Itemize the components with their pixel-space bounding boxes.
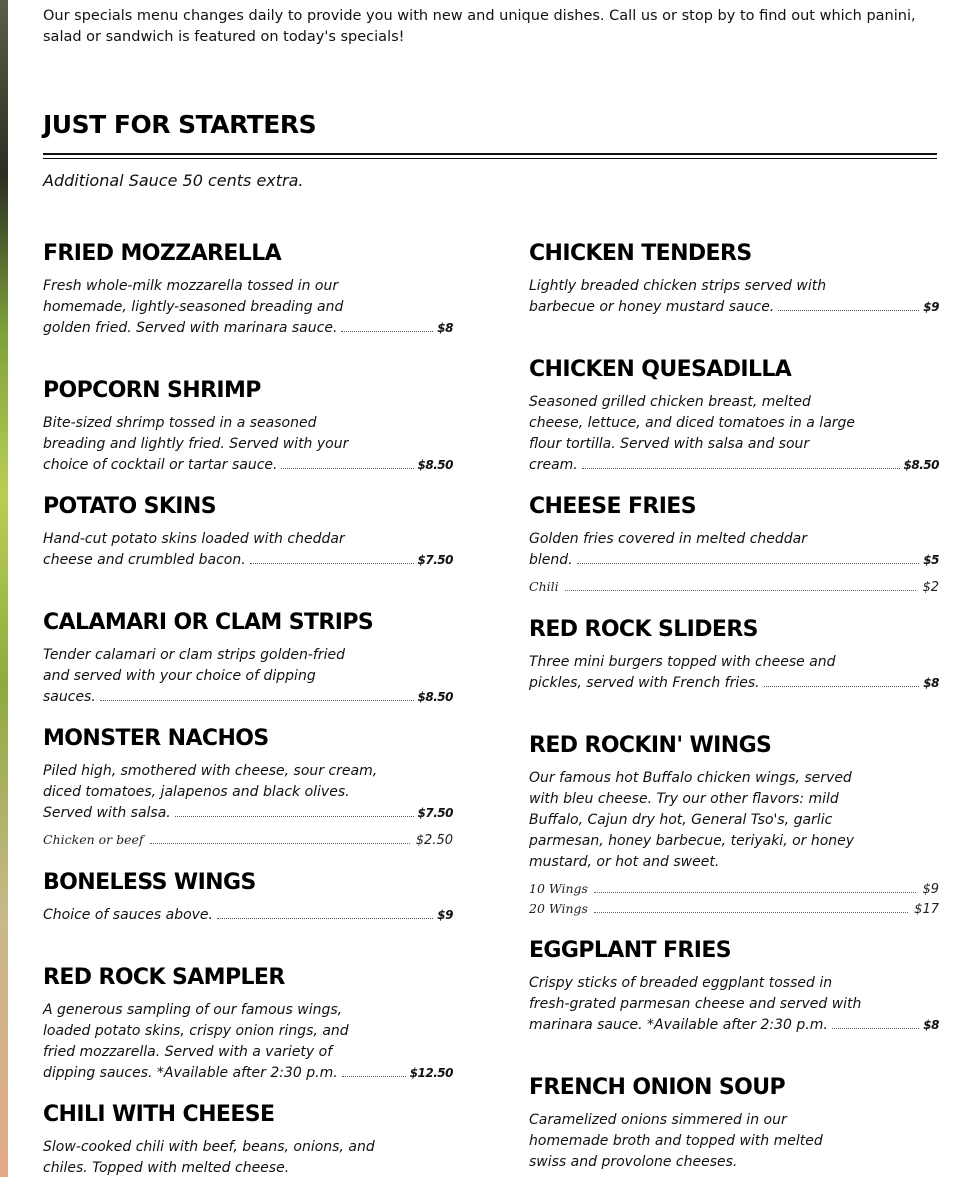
menu-item-chili-with-cheese	[43, 1101, 453, 1179]
description-last-line: Served with salsa.	[43, 805, 171, 821]
menu-item-description	[43, 529, 453, 571]
addon-label: 20 Wings	[529, 901, 588, 916]
addon-price: $2	[922, 580, 939, 595]
menu-item-boneless-wings	[43, 869, 453, 926]
menu-item-name: FRIED MOZZARELLA	[43, 241, 282, 266]
menu-item-description	[43, 1137, 453, 1179]
dot-leader	[778, 309, 919, 311]
menu-item-description	[529, 1110, 939, 1173]
menu-item-name: CALAMARI OR CLAM STRIPS	[43, 610, 374, 635]
dot-leader	[281, 467, 413, 469]
menu-item-price: $8.50	[417, 690, 453, 704]
price-line	[529, 297, 939, 318]
dot-leader	[832, 1027, 919, 1029]
addon-row	[43, 830, 453, 850]
description-line: mustard, or hot and sweet.	[529, 854, 720, 870]
dot-leader	[565, 589, 917, 591]
dot-leader	[175, 815, 414, 817]
menu-item-popcorn-shrimp	[43, 377, 453, 476]
dot-leader	[577, 562, 920, 564]
description-line: Our famous hot Buffalo chicken wings, served	[529, 770, 852, 786]
description-line: Fresh whole-milk mozzarella tossed in our	[43, 278, 339, 294]
description-line: Bite-sized shrimp tossed in a seasoned	[43, 415, 317, 431]
menu-item-description	[43, 761, 453, 824]
dot-leader	[342, 1075, 406, 1077]
menu-item-name: RED ROCKIN' WINGS	[529, 733, 772, 758]
description-line: Tender calamari or clam strips golden-fried	[43, 647, 345, 663]
menu-item-chicken-quesadilla	[529, 356, 939, 476]
price-line	[529, 673, 939, 694]
menu-item-name: CHILI WITH CHEESE	[43, 1102, 275, 1127]
dot-leader	[594, 891, 916, 893]
dot-leader	[582, 467, 900, 469]
addon-price: $2.50	[415, 833, 453, 848]
menu-item-eggplant-fries	[529, 937, 939, 1036]
menu-item-description	[529, 392, 939, 476]
menu-item-name: CHICKEN QUESADILLA	[529, 357, 792, 382]
description-last-line: Choice of sauces above.	[43, 907, 213, 923]
description-line: Piled high, smothered with cheese, sour cream,	[43, 763, 378, 779]
description-line: Three mini burgers topped with cheese and	[529, 654, 836, 670]
price-line	[529, 550, 939, 571]
description-line: Crispy sticks of breaded eggplant tossed in	[529, 975, 833, 991]
description-line: Buffalo, Cajun dry hot, General Tso's, garlic	[529, 812, 833, 828]
dot-leader	[150, 842, 410, 844]
section-note: Additional Sauce 50 cents extra.	[43, 171, 304, 190]
menu-item-red-rock-sliders	[529, 616, 939, 694]
section-divider	[43, 153, 937, 155]
description-line: swiss and provolone cheeses.	[529, 1154, 738, 1170]
menu-item-name: BONELESS WINGS	[43, 870, 256, 895]
menu-item-price: $8.50	[903, 458, 939, 472]
menu-item-fried-mozzarella	[43, 240, 453, 339]
menu-item-price: $7.50	[417, 553, 453, 567]
menu-item-description	[43, 276, 453, 339]
menu-item-price: $9	[923, 300, 939, 314]
menu-item-name: EGGPLANT FRIES	[529, 938, 732, 963]
description-last-line: cream.	[529, 457, 578, 473]
menu-item-name: POTATO SKINS	[43, 494, 216, 519]
description-last-line: golden fried. Served with marinara sauce.	[43, 320, 338, 336]
description-line: A generous sampling of our famous wings,	[43, 1002, 343, 1018]
dot-leader	[250, 562, 414, 564]
description-line: breading and lightly fried. Served with your	[43, 436, 349, 452]
menu-item-price: $8	[923, 676, 939, 690]
menu-item-description	[43, 645, 453, 708]
menu-item-potato-skins	[43, 493, 453, 571]
menu-item-name: MONSTER NACHOS	[43, 726, 269, 751]
menu-item-description	[529, 652, 939, 694]
menu-item-calamari-or-clam-strips	[43, 609, 453, 708]
description-line: Golden fries covered in melted cheddar	[529, 531, 808, 547]
addon-label: Chili	[529, 579, 559, 594]
dot-leader	[217, 917, 433, 919]
menu-item-name: RED ROCK SLIDERS	[529, 617, 758, 642]
description-line: homemade, lightly-seasoned breading and	[43, 299, 344, 315]
addon-price: $9	[922, 882, 939, 897]
addon-price: $17	[914, 902, 939, 917]
menu-item-name: FRENCH ONION SOUP	[529, 1075, 786, 1100]
menu-item-addons	[529, 879, 939, 919]
menu-item-name: POPCORN SHRIMP	[43, 378, 261, 403]
price-line	[529, 455, 939, 476]
price-line	[43, 455, 453, 476]
menu-item-red-rockin-wings	[529, 732, 939, 919]
description-line: flour tortilla. Served with salsa and sour	[529, 436, 810, 452]
menu-item-description	[43, 413, 453, 476]
price-line	[529, 1015, 939, 1036]
menu-item-description	[529, 768, 939, 873]
menu-item-price: $8	[437, 321, 453, 335]
menu-item-red-rock-sampler	[43, 964, 453, 1084]
description-line: and served with your choice of dipping	[43, 668, 316, 684]
section-divider-thin	[43, 158, 937, 159]
menu-item-description	[43, 905, 453, 926]
description-last-line: barbecue or honey mustard sauce.	[529, 299, 775, 315]
description-last-line: marinara sauce. *Available after 2:30 p.m.	[529, 1017, 828, 1033]
description-line: Caramelized onions simmered in our	[529, 1112, 787, 1128]
menu-item-price: $12.50	[409, 1066, 453, 1080]
menu-item-description	[43, 1000, 453, 1084]
description-line: Hand-cut potato skins loaded with cheddar	[43, 531, 345, 547]
description-line: fresh-grated parmesan cheese and served with	[529, 996, 862, 1012]
menu-item-price: $5	[923, 553, 939, 567]
description-line: chiles. Topped with melted cheese.	[43, 1160, 290, 1176]
addon-label: Chicken or beef	[43, 832, 144, 847]
price-line	[43, 318, 453, 339]
dot-leader	[594, 911, 908, 913]
menu-item-addons	[529, 577, 939, 597]
description-line: Slow-cooked chili with beef, beans, onions, and	[43, 1139, 375, 1155]
description-line: cheese, lettuce, and diced tomatoes in a large	[529, 415, 856, 431]
section-title: JUST FOR STARTERS	[43, 110, 317, 139]
menu-item-name: CHICKEN TENDERS	[529, 241, 752, 266]
description-line: with bleu cheese. Try our other flavors: mild	[529, 791, 839, 807]
menu-item-price: $8	[923, 1018, 939, 1032]
menu-item-description	[529, 276, 939, 318]
description-last-line: cheese and crumbled bacon.	[43, 552, 246, 568]
price-line	[43, 1063, 453, 1084]
price-line	[43, 905, 453, 926]
description-last-line: blend.	[529, 552, 573, 568]
dot-leader	[100, 699, 414, 701]
menu-item-description	[529, 973, 939, 1036]
menu-item-description	[529, 529, 939, 571]
description-last-line: sauces.	[43, 689, 96, 705]
menu-item-cheese-fries	[529, 493, 939, 597]
menu-item-price: $8.50	[417, 458, 453, 472]
intro-text: Our specials menu changes daily to provide you with new and unique dishes. Call us or stop by to find out which panini, salad or sandwich is featured on today's specials!	[43, 8, 916, 45]
menu-item-price: $9	[437, 908, 453, 922]
menu-item-name: CHEESE FRIES	[529, 494, 696, 519]
dot-leader	[764, 685, 920, 687]
description-last-line: dipping sauces. *Available after 2:30 p.m.	[43, 1065, 338, 1081]
menu-item-price: $7.50	[417, 806, 453, 820]
description-line: homemade broth and topped with melted	[529, 1133, 823, 1149]
addon-row	[529, 879, 939, 899]
description-last-line: choice of cocktail or tartar sauce.	[43, 457, 278, 473]
description-line: parmesan, honey barbecue, teriyaki, or honey	[529, 833, 855, 849]
addon-row	[529, 577, 939, 597]
price-line	[43, 687, 453, 708]
decorative-edge-strip	[0, 0, 8, 1177]
addon-label: 10 Wings	[529, 881, 588, 896]
dot-leader	[341, 330, 433, 332]
description-line: loaded potato skins, crispy onion rings, and	[43, 1023, 349, 1039]
menu-item-chicken-tenders	[529, 240, 939, 318]
description-last-line: pickles, served with French fries.	[529, 675, 760, 691]
description-line: Seasoned grilled chicken breast, melted	[529, 394, 811, 410]
menu-item-name: RED ROCK SAMPLER	[43, 965, 285, 990]
price-line	[43, 550, 453, 571]
description-line: fried mozzarella. Served with a variety of	[43, 1044, 333, 1060]
addon-row	[529, 899, 939, 919]
menu-item-french-onion-soup	[529, 1074, 939, 1173]
description-line: diced tomatoes, jalapenos and black olives.	[43, 784, 350, 800]
price-line	[43, 803, 453, 824]
menu-item-monster-nachos	[43, 725, 453, 850]
menu-item-addons	[43, 830, 453, 850]
description-line: Lightly breaded chicken strips served with	[529, 278, 827, 294]
